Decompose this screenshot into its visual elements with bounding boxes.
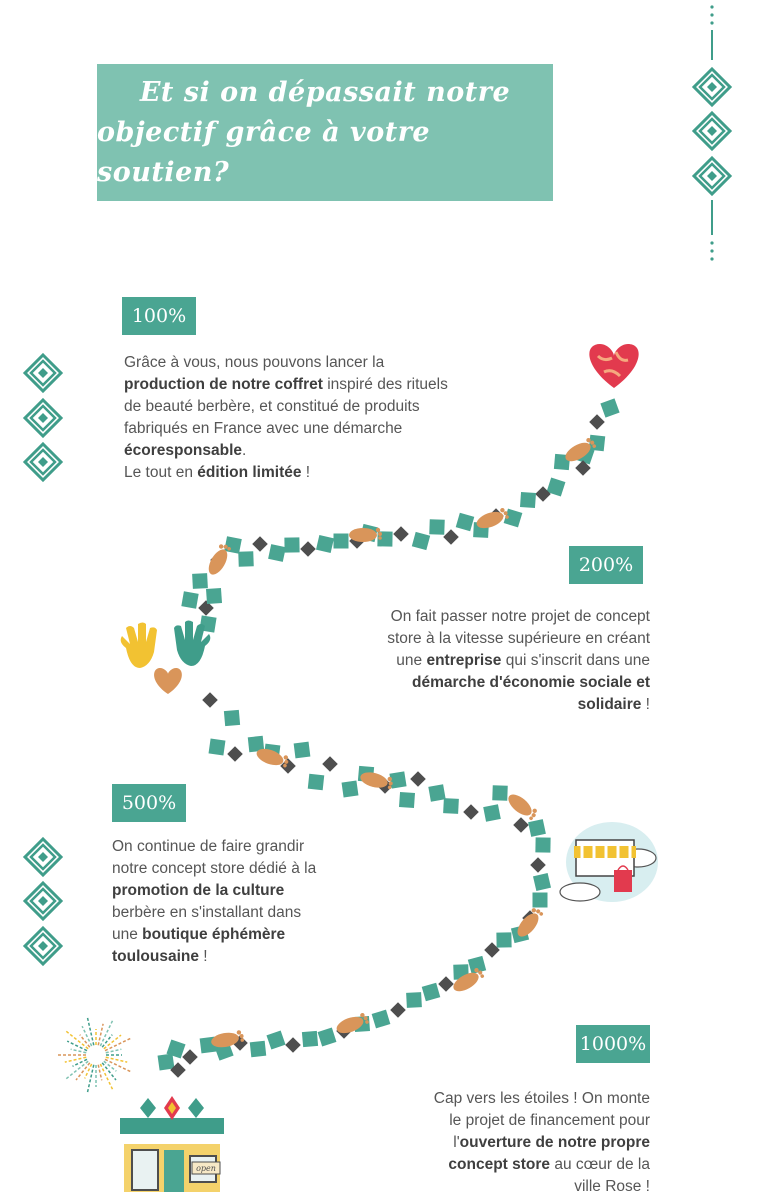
text-run: l' [453, 1134, 460, 1151]
footprint [505, 790, 539, 822]
footprint [349, 528, 382, 542]
path-square [181, 591, 198, 608]
title-line-2: objectif grâce à votre soutien? [97, 116, 431, 188]
path-square [284, 537, 299, 552]
path-square [483, 804, 501, 822]
milestone-text-100 [124, 352, 484, 484]
text-run: inspiré des rituels [322, 376, 448, 393]
path-square [406, 992, 422, 1008]
path-square [438, 976, 454, 992]
path-square [250, 1041, 266, 1057]
text-run: Grâce à vous, nous pouvons lancer la [124, 354, 385, 371]
path-square [238, 551, 254, 567]
text-run: berbère en s'installant dans [112, 904, 302, 921]
text-run: On fait passer notre projet de concept [390, 608, 650, 625]
path-square [285, 1037, 301, 1053]
path-square [334, 534, 349, 549]
ornament-left-1 [25, 355, 61, 480]
firework-ray [102, 1035, 112, 1048]
path-square [202, 692, 218, 708]
path-square [589, 414, 605, 430]
path-square [492, 785, 508, 801]
path-square [496, 932, 511, 947]
path-square [252, 536, 268, 552]
path-square [300, 541, 316, 557]
hands-heart-icon [121, 621, 211, 695]
storefront-icon [118, 1096, 226, 1192]
text-run: au cœur de la [550, 1156, 650, 1173]
path-square [322, 756, 338, 772]
text-run: Le tout en [124, 464, 198, 481]
text-run: ville Rose ! [574, 1178, 650, 1195]
path-square [390, 1002, 406, 1018]
heart-icon [589, 344, 638, 388]
firework-ray [88, 1065, 94, 1092]
path-square [422, 983, 441, 1002]
path-square [318, 1028, 337, 1047]
path-square [429, 519, 445, 535]
text-run: production de notre coffret [124, 376, 323, 393]
fireworks-icon [58, 1018, 130, 1092]
path-square [528, 819, 546, 837]
badge-200: 200% [569, 546, 643, 584]
path-square [535, 837, 550, 852]
path-square [443, 529, 459, 545]
path-square [302, 1031, 318, 1047]
badge-500: 500% [112, 784, 186, 822]
text-run: toulousaine [112, 948, 199, 965]
text-run: le projet de financement pour [449, 1112, 650, 1129]
path-square [372, 1010, 391, 1029]
path-square [224, 710, 240, 726]
text-run: démarche d'économie sociale et [411, 674, 650, 691]
firework-ray [88, 1018, 94, 1045]
milestone-text-200 [300, 606, 650, 716]
firework-ray [80, 1035, 90, 1048]
firework-ray [71, 1049, 87, 1053]
path-square [456, 513, 475, 532]
text-run: solidaire [577, 696, 642, 713]
storefront-sign-text: open [196, 1164, 216, 1173]
path-square [316, 535, 334, 553]
path-square [393, 526, 409, 542]
text-run: On continue de faire grandir [112, 838, 305, 855]
badge-1000: 1000% [576, 1025, 650, 1063]
footprint [205, 542, 234, 578]
path-square [209, 739, 226, 756]
path-square [268, 544, 286, 562]
path-square [266, 1030, 285, 1049]
text-run: concept store [448, 1156, 551, 1173]
path-square [389, 771, 406, 788]
milestone-text-1000 [340, 1088, 650, 1198]
path-square [513, 817, 529, 833]
path-square [158, 1054, 175, 1071]
text-run: notre concept store dédié à la [112, 860, 317, 877]
dotted-path [158, 398, 620, 1077]
path-square [412, 532, 430, 550]
firework-ray [98, 1024, 103, 1045]
firework-ray [65, 1057, 86, 1062]
path-square [520, 492, 536, 508]
text-run: ! [641, 696, 650, 713]
path-square [533, 873, 551, 891]
ornament-top-right [694, 5, 730, 260]
title-line-1: Et si on dépassait notre [139, 76, 511, 108]
path-square [399, 792, 415, 808]
text-run: promotion de la culture [112, 882, 285, 899]
text-run: qui s'inscrit dans une [501, 652, 650, 669]
path-square [428, 784, 445, 801]
path-square [443, 798, 459, 814]
text-run: édition limitée [197, 464, 302, 481]
text-run: ! [198, 948, 208, 965]
text-run: Cap vers les étoiles ! On monte [433, 1090, 650, 1107]
path-square [530, 857, 546, 873]
path-square [463, 804, 479, 820]
path-square [308, 774, 324, 790]
text-run: fabriqués en France avec une démarche [124, 420, 403, 437]
firework-ray [106, 1057, 127, 1062]
firework-ray [104, 1061, 117, 1071]
milestone-text-500 [112, 836, 392, 968]
text-run: ! [301, 464, 311, 481]
text-run: store à la vitesse supérieure en créant [387, 630, 650, 647]
path-square [600, 398, 619, 417]
ornament-left-2 [25, 839, 61, 964]
text-run: écoresponsable [124, 442, 243, 459]
path-square [192, 573, 208, 589]
firework-ray [106, 1049, 122, 1053]
text-run: une [112, 926, 143, 943]
path-square [342, 781, 359, 798]
path-square [206, 588, 222, 604]
text-run: entreprise [426, 652, 502, 669]
path-square [533, 893, 548, 908]
text-run: une [396, 652, 427, 669]
shop-cloud-icon [560, 822, 658, 902]
path-square [410, 771, 426, 787]
title-banner [97, 64, 553, 201]
text-run: boutique éphémère [142, 926, 286, 943]
text-run: . [242, 442, 247, 459]
text-run: ouverture de notre propre [459, 1134, 650, 1151]
path-square [294, 742, 311, 759]
path-square [182, 1049, 198, 1065]
firework-ray [98, 1065, 102, 1081]
badge-100: 100% [122, 297, 196, 335]
text-run: de beauté berbère, et constitué de produits [124, 398, 420, 415]
path-square [227, 746, 243, 762]
path-square [224, 536, 242, 554]
